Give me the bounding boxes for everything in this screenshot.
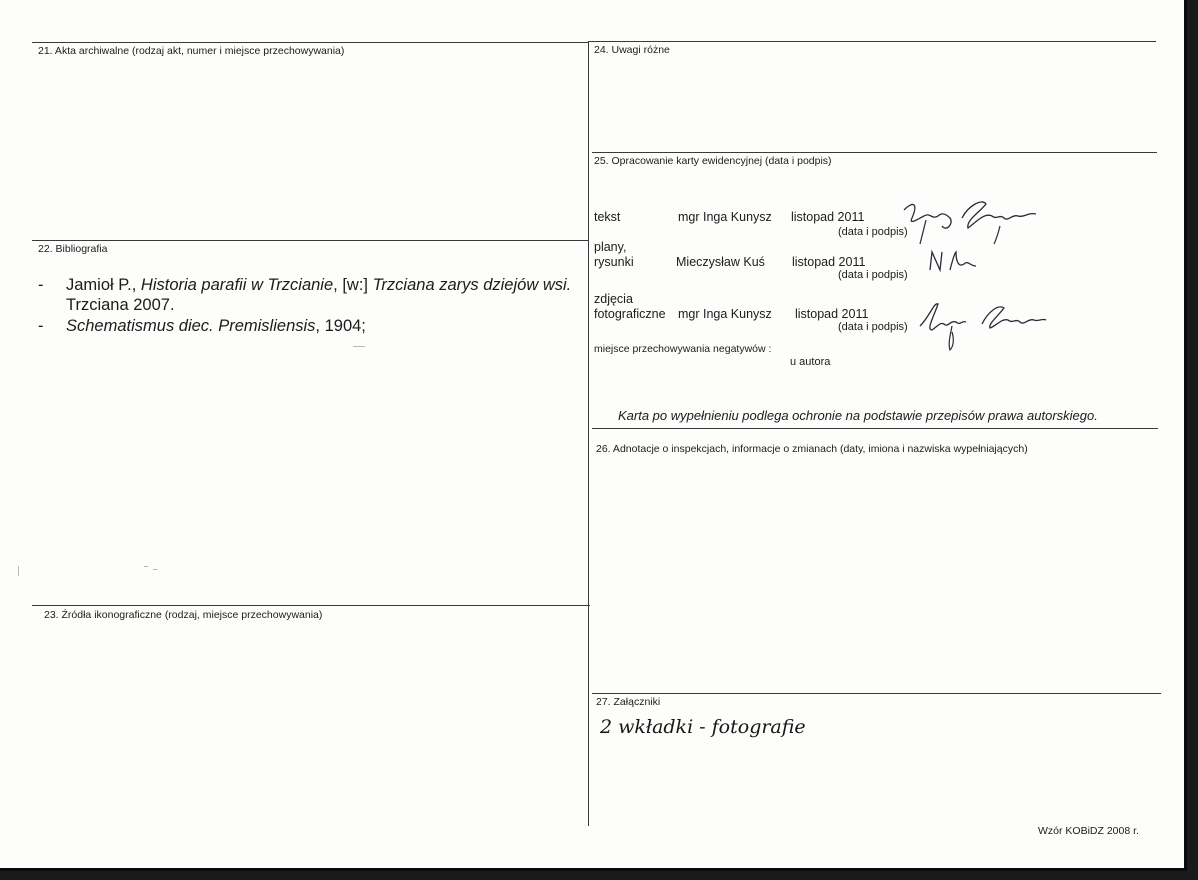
bibliography-entry [38,275,583,315]
section-27-label: 27. Załączniki [596,696,661,708]
row-kind-cont: fotograficzne [594,307,666,321]
negatives-location-value: u autora [790,356,831,368]
scan-speck [153,569,157,570]
row-kind: tekst [594,210,621,224]
section-22-label: 22. Bibliografia [38,243,108,255]
scan-speck [353,346,365,347]
section-23-label: 23. Źródła ikonograficzne (rodzaj, miejsce przechowywania) [44,609,323,621]
signature-caption: (data i podpis) [838,321,908,333]
row-author: mgr Inga Kunysz [678,307,772,321]
entry-text [66,316,366,336]
signature [926,244,986,276]
row-kind: plany, [594,240,627,254]
entry-rest: , 1904; [315,317,366,335]
row-date: listopad 2011 [791,210,865,224]
attachments-handwritten: 2 wkładki - fotografie [600,716,806,738]
entry-text [66,275,571,295]
title: Schematismus diec. Premisliensis [66,317,316,335]
section-21-label: 21. Akta archiwalne (rodzaj akt, numer i miejsce przechowywania) [38,45,345,57]
row-kind: zdjęcia [594,292,633,306]
entry-continuation: Trzciana 2007. [66,296,175,314]
scan-speck [18,566,19,576]
signature-caption: (data i podpis) [838,269,908,281]
rule-23 [32,605,590,606]
copyright-note: Karta po wypełnieniu podlega ochronie na podstawie przepisów prawa autorskiego. [618,408,1098,423]
section-24-label: 24. Uwagi różne [594,44,670,56]
author: Jamioł P., [66,276,141,294]
negatives-location-label: miejsce przechowywania negatywów : [594,343,772,355]
bullet: - [38,276,44,294]
row-author: Mieczysław Kuś [676,255,765,269]
signature [914,296,1054,352]
scan-speck [144,566,148,567]
row-date: listopad 2011 [792,255,866,269]
rule-27 [592,693,1161,694]
bibliography-entry [38,316,583,336]
signature-caption: (data i podpis) [838,226,908,238]
form-template-id: Wzór KOBiDZ 2008 r. [1038,825,1139,837]
signature [896,196,1046,246]
row-author: mgr Inga Kunysz [678,210,772,224]
bullet: - [38,317,44,335]
section-25-label: 25. Opracowanie karty ewidencyjnej (data i podpis) [594,155,832,167]
rule-25 [592,152,1157,153]
rule-26 [592,428,1158,429]
section-26-label: 26. Adnotacje o inspekcjach, informacje o zmianach (daty, imiona i nazwiska wypełniających) [596,443,1028,455]
row-kind-cont: rysunki [594,255,634,269]
title: Historia parafii w Trzcianie [140,276,334,294]
column-divider [588,41,589,826]
rule-22 [32,240,588,241]
work: Trzciana zarys dziejów wsi. [372,276,572,294]
in-marker: , [w:] [333,276,373,294]
row-date: listopad 2011 [795,307,869,321]
top-rule-left [32,42,588,43]
top-rule-right [588,41,1156,42]
